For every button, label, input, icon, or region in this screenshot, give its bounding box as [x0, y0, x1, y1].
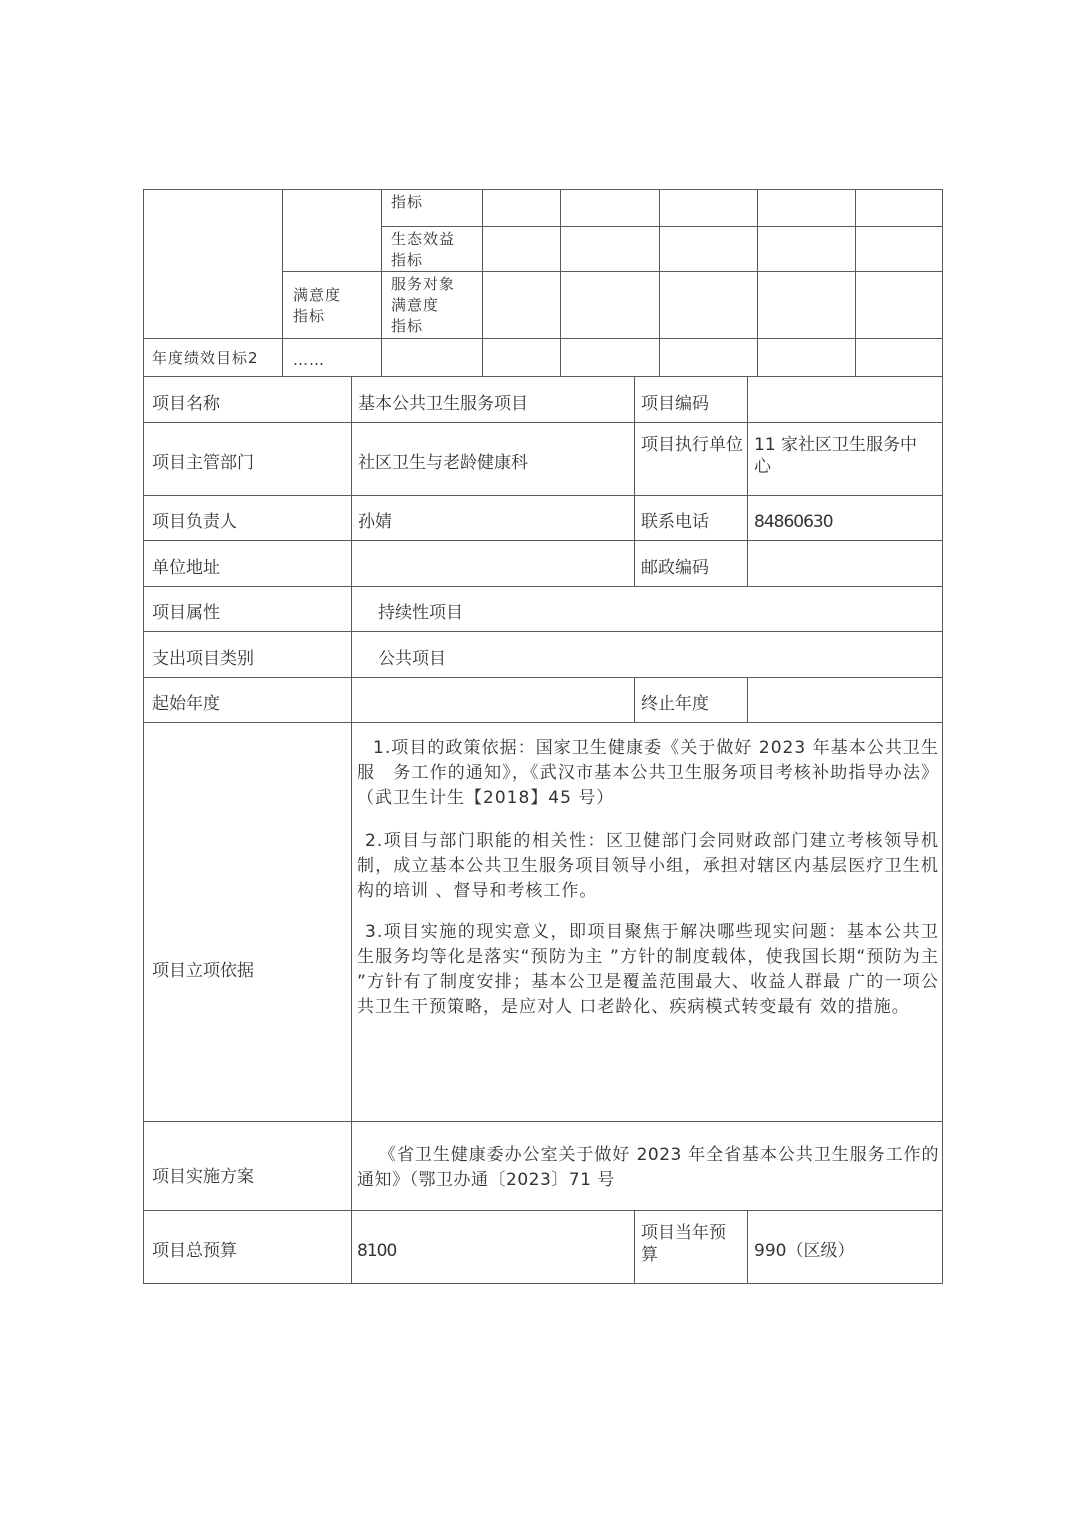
- rule: [143, 631, 943, 632]
- dept-label: 项目主管部门: [152, 453, 254, 473]
- annual-goal-2-value: ……: [293, 351, 325, 369]
- rule: [143, 189, 943, 190]
- rule: [143, 422, 943, 423]
- rule: [482, 189, 483, 376]
- rule: [381, 226, 943, 227]
- phone-value: 84860630: [754, 512, 833, 532]
- rule: [143, 586, 943, 587]
- end-year-label: 终止年度: [641, 694, 709, 714]
- indicator-label: 指标: [391, 193, 424, 211]
- project-name-value: 基本公共卫生服务项目: [358, 394, 528, 414]
- category-value: 公共项目: [378, 649, 446, 669]
- rule: [855, 189, 856, 376]
- phone-label: 联系电话: [641, 512, 709, 532]
- rule: [143, 540, 943, 541]
- postcode-label: 邮政编码: [641, 558, 709, 578]
- rule: [757, 189, 758, 376]
- rule: [747, 677, 748, 722]
- rule: [634, 1210, 635, 1283]
- basis-paragraph-2: 2.项目与部门职能的相关性：区卫健部门会同财政部门建立考核领导机制，成立基本公共卫生服务项目领导小组，承担对辖区内基层医疗卫生机构的培训 、督导和考核工作。: [357, 831, 939, 901]
- total-budget-value: 8100: [357, 1241, 397, 1261]
- plan-value: 《省卫生健康委办公室关于做好 2023 年全省基本公共卫生服务工作的通知》（鄂卫办通〔2023〕71 号: [357, 1145, 939, 1190]
- exec-unit-value: 11 家社区卫生服务中心: [754, 435, 918, 477]
- address-label: 单位地址: [152, 558, 220, 578]
- rule: [143, 338, 943, 339]
- category-label: 支出项目类别: [152, 649, 254, 669]
- attribute-value: 持续性项目: [378, 603, 463, 623]
- project-name-label: 项目名称: [152, 394, 220, 414]
- exec-unit-label: 项目执行单位: [641, 435, 743, 455]
- rule: [381, 189, 382, 376]
- leader-value: 孙婧: [358, 512, 392, 532]
- leader-label: 项目负责人: [152, 512, 237, 532]
- rule: [143, 1210, 943, 1211]
- basis-paragraph-3: 3.项目实施的现实意义，即项目聚焦于解决哪些现实问题：基本公共卫生服务均等化是落实“预防为主 ”方针的制度载体，使我国长期“预防为主 ”方针有了制度安排；基本公卫是覆盖范围最大、收益人群最 广的一项公共卫生干预策略，是应对人 口老龄化、疾病模式转变最有 效的措施。: [357, 922, 939, 1017]
- dept-value: 社区卫生与老龄健康科: [358, 453, 528, 473]
- rule: [747, 1210, 748, 1283]
- rule: [143, 495, 943, 496]
- rule: [942, 189, 943, 1283]
- annual-goal-2-label: 年度绩效目标2: [152, 349, 259, 367]
- rule: [143, 1121, 943, 1122]
- year-budget-value: 990（区级）: [754, 1241, 855, 1261]
- start-year-label: 起始年度: [152, 694, 220, 714]
- rule: [143, 189, 144, 1283]
- attribute-label: 项目属性: [152, 603, 220, 623]
- year-budget-label: 项目当年预算: [641, 1223, 726, 1265]
- service-satisfaction-indicator-label: 服务对象 满意度 指标: [391, 275, 456, 335]
- rule: [560, 189, 561, 376]
- rule: [282, 189, 283, 376]
- rule: [634, 376, 635, 586]
- rule: [351, 376, 352, 1283]
- satisfaction-indicator-label: 满意度 指标: [293, 286, 342, 325]
- rule: [634, 677, 635, 722]
- rule: [143, 376, 943, 377]
- basis-paragraph-1: 1.项目的政策依据：国家卫生健康委《关于做好 2023 年基本公共卫生服 务工作的通知》，《武汉市基本公共卫生服务项目考核补助指导办法》（武卫生计生【2018】45 号）: [357, 738, 939, 808]
- project-code-label: 项目编码: [641, 394, 709, 414]
- rule: [143, 1283, 943, 1284]
- rule: [143, 722, 943, 723]
- rule: [143, 677, 943, 678]
- total-budget-label: 项目总预算: [152, 1241, 237, 1261]
- basis-label: 项目立项依据: [152, 961, 254, 981]
- ecology-indicator-label: 生态效益 指标: [391, 230, 456, 269]
- rule: [659, 189, 660, 376]
- plan-label: 项目实施方案: [152, 1167, 254, 1187]
- rule: [747, 376, 748, 586]
